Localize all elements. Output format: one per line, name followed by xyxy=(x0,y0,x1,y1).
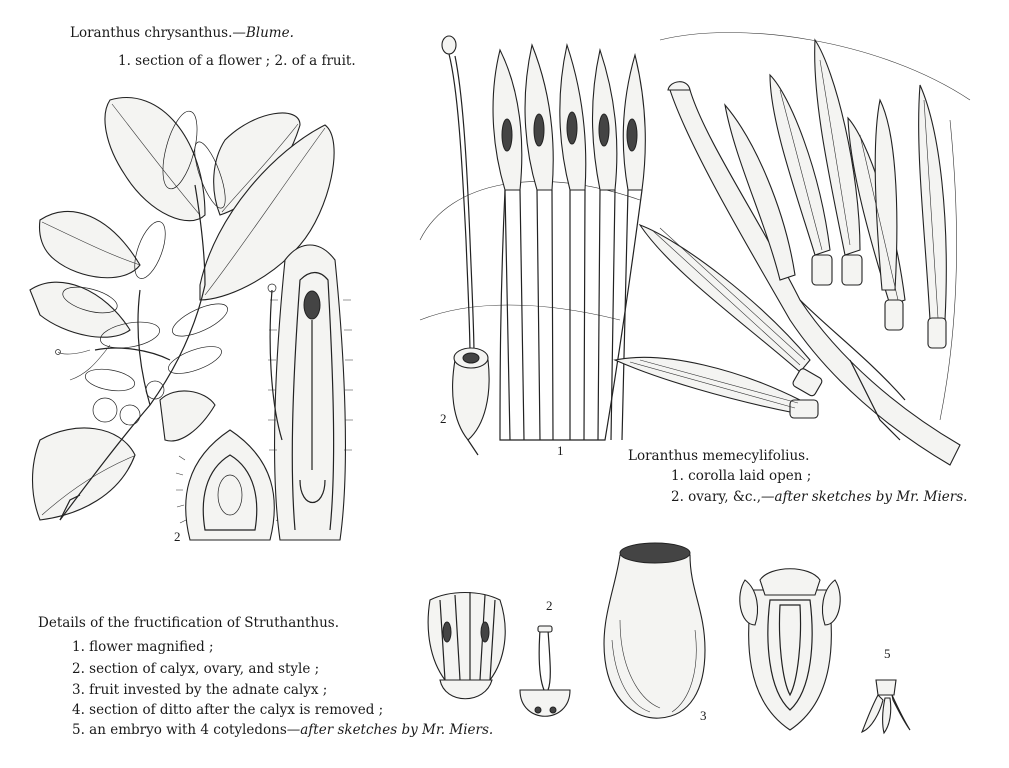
struthanthus-fruit-section xyxy=(740,569,840,730)
chrysanthus-species-name: Loranthus chrysanthus. xyxy=(70,25,233,41)
figure-number-struthanthus-3: 3 xyxy=(700,708,707,723)
struthanthus-caption-last-italic: —after sketches by Mr. Miers. xyxy=(286,722,494,738)
struthanthus-caption-item: 4. section of ditto after the calyx is removed ; xyxy=(72,702,384,718)
struthanthus-ovary-section xyxy=(520,626,570,716)
figure-number-memecylifolius-2: 2 xyxy=(440,411,447,426)
figure-number-struthanthus-5: 5 xyxy=(884,646,891,661)
memecylifolius-ovary xyxy=(442,36,489,455)
chrysanthus-caption-subtitle: 1. section of a flower ; 2. of a fruit. xyxy=(118,53,356,69)
struthanthus-caption-last-plain: 5. an embryo with 4 cotyledons xyxy=(72,722,287,738)
chrysanthus-caption-title xyxy=(70,24,294,42)
struthanthus-caption-item: 3. fruit invested by the adnate calyx ; xyxy=(72,682,328,698)
memecylifolius-caption-title: Loranthus memecylifolius. xyxy=(628,448,810,464)
struthanthus-flower xyxy=(428,592,505,699)
chrysanthus-flower-section xyxy=(268,245,353,540)
figure-number-struthanthus-2: 2 xyxy=(546,598,553,613)
chrysanthus-author: —Blume. xyxy=(232,25,294,41)
memecylifolius-caption-line2 xyxy=(671,488,967,506)
struthanthus-embryo xyxy=(862,680,910,733)
figure-number-memecylifolius-1: 1 xyxy=(557,443,564,458)
struthanthus-caption-item: 1. flower magnified ; xyxy=(72,639,214,655)
struthanthus-fruit xyxy=(604,543,705,718)
memecylifolius-branch-illustration xyxy=(615,33,970,466)
struthanthus-caption-last-item xyxy=(72,721,493,739)
memecylifolius-caption-line2-plain: 2. ovary, &c., xyxy=(671,489,762,505)
memecylifolius-caption-line1: 1. corolla laid open ; xyxy=(671,468,812,484)
struthanthus-caption-title: Details of the fructification of Struthanthus. xyxy=(38,615,340,631)
memecylifolius-caption-line2-italic: —after sketches by Mr. Miers. xyxy=(761,489,968,505)
figure-number-chrysanthus-2: 2 xyxy=(174,529,181,544)
struthanthus-caption-item: 2. section of calyx, ovary, and style ; xyxy=(72,661,320,677)
chrysanthus-fruit-section xyxy=(176,430,286,540)
